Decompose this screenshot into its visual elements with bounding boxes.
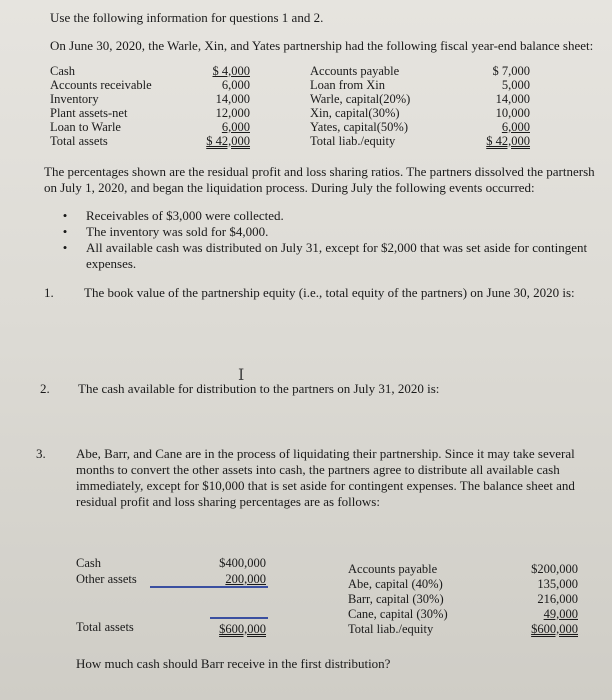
bs1-asset-label: Total assets [50,134,108,148]
bs2-liab-label: Abe, capital (40%) [348,577,443,591]
bs1-liab-value: 5,000 [501,78,530,92]
bs2-liab-value: 49,000 [543,607,578,621]
question-3-line: immediately, except for $10,000 that is set aside for contingent expenses. The balance sheet and [76,478,575,493]
event-item: Receivables of $3,000 were collected. [86,208,284,223]
question-3-line: months to convert the other assets into cash, the partners agree to distribute all available cash [76,462,560,477]
bs1-liab-label: Loan from Xin [310,78,385,92]
bs2-total-label: Total assets [76,620,134,634]
bs2-asset-value: 200,000 [225,572,266,586]
bs2-liab-value: 216,000 [537,592,578,606]
bs1-asset-value: $ 4,000 [212,64,250,78]
bs1-asset-label: Cash [50,64,75,78]
bs1-liab-label: Yates, capital(50%) [310,120,409,134]
lead-span: On June 30, 2020, the Warle, Xin, and Yates partnership had the following fiscal year-end balance sheet: [50,38,594,53]
bs1-liab-label: Xin, capital(30%) [310,106,400,120]
bs2-liab-label: Total liab./equity [348,622,434,636]
event-item: expenses. [86,256,137,271]
bs1-asset-total: $ 42,000 [206,134,250,148]
bs1-asset-value: 6,000 [221,120,250,134]
bs1-liab-label: Accounts payable [310,64,400,78]
question-number: 2. [40,381,50,396]
paragraph-line: on July 1, 2020, and began the liquidation process. During July the following events occurred: [44,180,535,195]
bs2-asset-label: Other assets [76,572,137,586]
bs1-asset-label: Inventory [50,92,99,106]
bullet-icon: • [62,240,68,255]
bs1-asset-value: 12,000 [215,106,250,120]
lead-text [50,38,593,54]
event-item: All available cash was distributed on July 31, except for $2,000 that was set aside for contingent [86,240,588,255]
bs2-liab-value: $200,000 [531,562,578,576]
bs1-liab-value: 10,000 [495,106,530,120]
bs1-asset-value: 14,000 [215,92,250,106]
question-3-line: Abe, Barr, and Cane are in the process of liquidating their partnership. Since it may take several [76,446,575,461]
bs1-asset-label: Loan to Warle [50,120,121,134]
bs2-liab-label: Barr, capital (30%) [348,592,444,606]
bs1-asset-label: Accounts receivable [50,78,152,92]
question-number: 1. [44,285,54,300]
question-1-text: The book value of the partnership equity (i.e., total equity of the partners) on June 30, 2020 is: [84,285,575,300]
question-3-prompt: How much cash should Barr receive in the first distribution? [76,656,391,671]
question-3-line: residual profit and loss sharing percentages are as follows: [76,494,380,509]
bullet-icon: • [62,224,68,239]
bs2-asset-value: $400,000 [219,556,266,570]
bullet-icon: • [62,208,68,223]
bs1-liab-label: Total liab./equity [310,134,396,148]
blue-underline [150,586,268,588]
paragraph-line: The percentages shown are the residual profit and loss sharing ratios. The partners dissolved the partnersh [44,164,595,179]
event-item: The inventory was sold for $4,000. [86,224,269,239]
bs1-liab-total: $ 42,000 [486,134,530,148]
bs2-total-value: $600,000 [219,622,266,636]
bs1-asset-label: Plant assets-net [50,106,128,120]
bs2-asset-label: Cash [76,556,101,570]
intro-text: Use the following information for questions 1 and 2. [50,10,324,25]
text-cursor-icon: I [238,365,245,384]
blue-underline [210,617,268,619]
bs1-liab-label: Warle, capital(20%) [310,92,411,106]
question-number: 3. [36,446,46,461]
bs1-liab-value: 14,000 [495,92,530,106]
bs1-asset-value: 6,000 [221,78,250,92]
bs1-liab-value: 6,000 [501,120,530,134]
bs2-liab-label: Accounts payable [348,562,438,576]
bs2-liab-label: Cane, capital (30%) [348,607,448,621]
bs1-liab-value: $ 7,000 [492,64,530,78]
bs2-liab-value: 135,000 [537,577,578,591]
question-2-text: The cash available for distribution to the partners on July 31, 2020 is: [78,381,440,396]
bs2-liab-total: $600,000 [531,622,578,636]
